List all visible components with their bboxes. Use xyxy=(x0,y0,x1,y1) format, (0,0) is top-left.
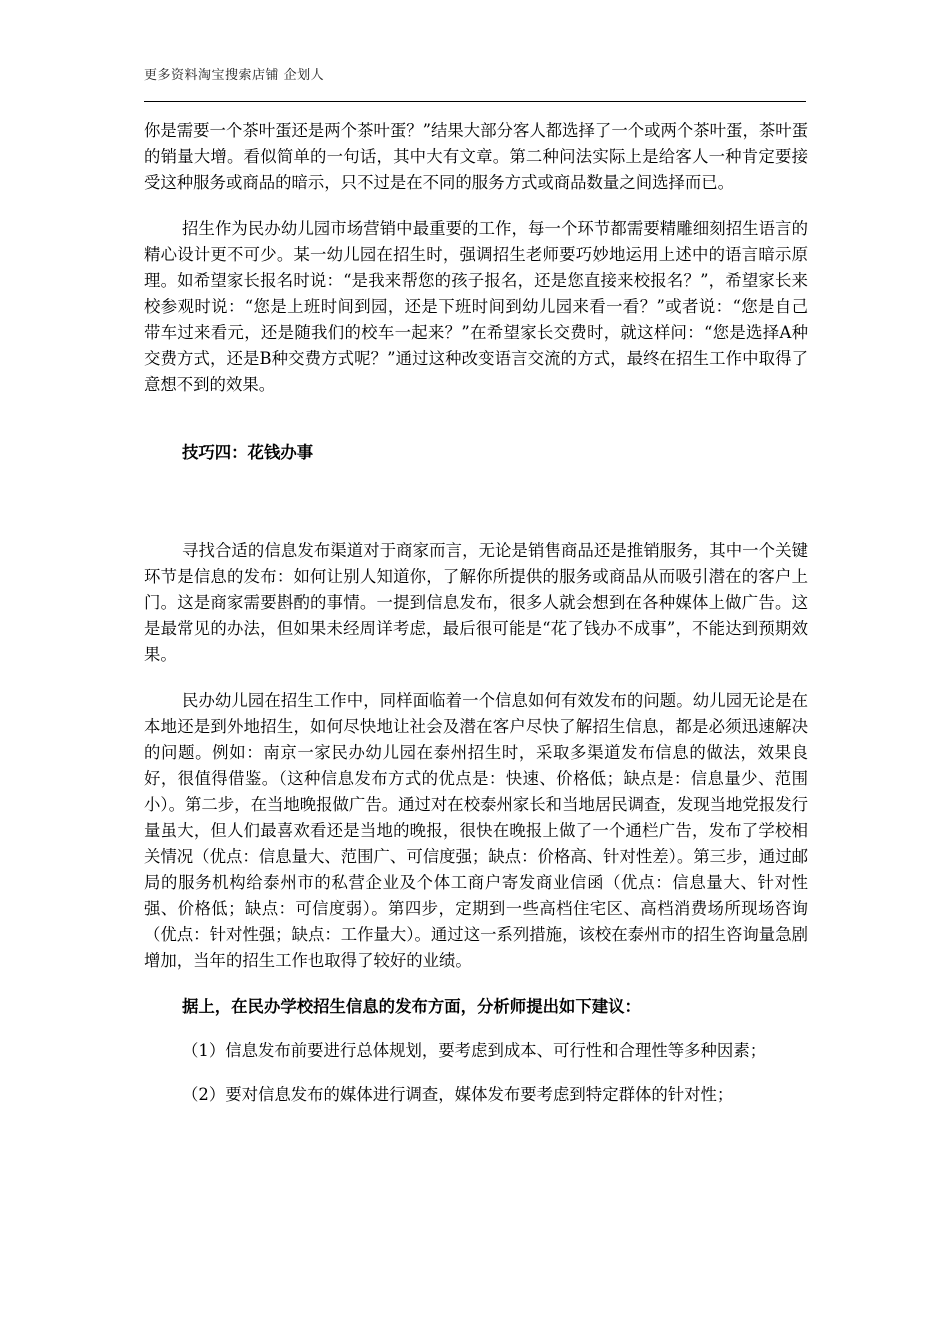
paragraph-analyst-suggestions: 据上，在民办学校招生信息的发布方面，分析师提出如下建议： xyxy=(182,997,641,1016)
section-heading-tip-four: 技巧四：花钱办事 xyxy=(182,443,314,462)
suggestion-item-1: （1）信息发布前要进行总体规划，要考虑到成本、可行性和合理性等多种因素； xyxy=(182,1041,767,1060)
paragraph-nanjing-case: 民办幼儿园在招生工作中，同样面临着一个信息如何有效发布的问题。幼儿园无论是在本地还是到外地招生，如何尽快地让社会及潜在客户尽快了解招生信息，都是必须迅速解决的问题。例如：南京一家民办幼儿园在泰州招生时，采取多渠道发布信息的做法，效果良好，很值得借鉴。（这种信息发布方式的优点是：快速、价格低；缺点是：信息量少、范围小）。第二步，在当地晚报做广告。通过对在校泰州家长和当地居民调查，发现当地党报发行量虽大，但人们最喜欢看还是当地的晚报，很快在晚报上做了一个通栏广告，发布了学校相关情况（优点：信息量大、范围广、可信度强；缺点：价格高、针对性差）。第三步，通过邮局的服务机构给泰州市的私营企业及个体工商户寄发商业信函（优点：信息量大、针对性强、价格低；缺点：可信度弱）。第四步，定期到一些高档住宅区、高档消费场所现场咨询（优点：针对性强；缺点：工作量大）。通过这一系列措施，该校在泰州市的招生咨询量急剧增加，当年的招生工作也取得了较好的业绩。 xyxy=(144,691,808,970)
suggestion-item-2: （2）要对信息发布的媒体进行调查，媒体发布要考虑到特定群体的针对性； xyxy=(182,1085,734,1104)
page-header: 更多资料淘宝搜索店铺 企划人 xyxy=(144,68,325,83)
document-body xyxy=(144,118,808,1108)
paragraph-enrollment-language: 招生作为民办幼儿园市场营销中最重要的工作，每一个环节都需要精雕细刻招生语言的精心设计更不可少。某一幼儿园在招生时，强调招生老师要巧妙地运用上述中的语言暗示原理。如希望家长报名时说：“是我来帮您的孩子报名，还是您直接来校报名？”，希望家长来校参观时说：“您是上班时间到园，还是下班时间到幼儿园来看一看？”或者说：“您是自己带车过来看元，还是随我们的校车一起来？”在希望家长交费时，就这样问：“您是选择A种交费方式，还是B种交费方式呢？”通过这种改变语言交流的方式，最终在招生工作中取得了意想不到的效果。 xyxy=(144,219,808,394)
paragraph-tea-egg-conclusion: 你是需要一个茶叶蛋还是两个茶叶蛋？”结果大部分客人都选择了一个或两个茶叶蛋，茶叶蛋的销量大增。看似简单的一句话，其中大有文章。第二种问法实际上是给客人一种肯定要接受这种服务或商品的暗示，只不过是在不同的服务方式或商品数量之间选择而已。 xyxy=(144,121,809,192)
header-divider xyxy=(144,101,806,102)
paragraph-info-channels: 寻找合适的信息发布渠道对于商家而言，无论是销售商品还是推销服务，其中一个关键环节是信息的发布：如何让别人知道你，了解你所提供的服务或商品从而吸引潜在的客户上门。这是商家需要斟酌的事情。一提到信息发布，很多人就会想到在各种媒体上做广告。这是最常见的办法，但如果未经周详考虑，最后很可能是“花了钱办不成事”，不能达到预期效果。 xyxy=(144,541,808,664)
